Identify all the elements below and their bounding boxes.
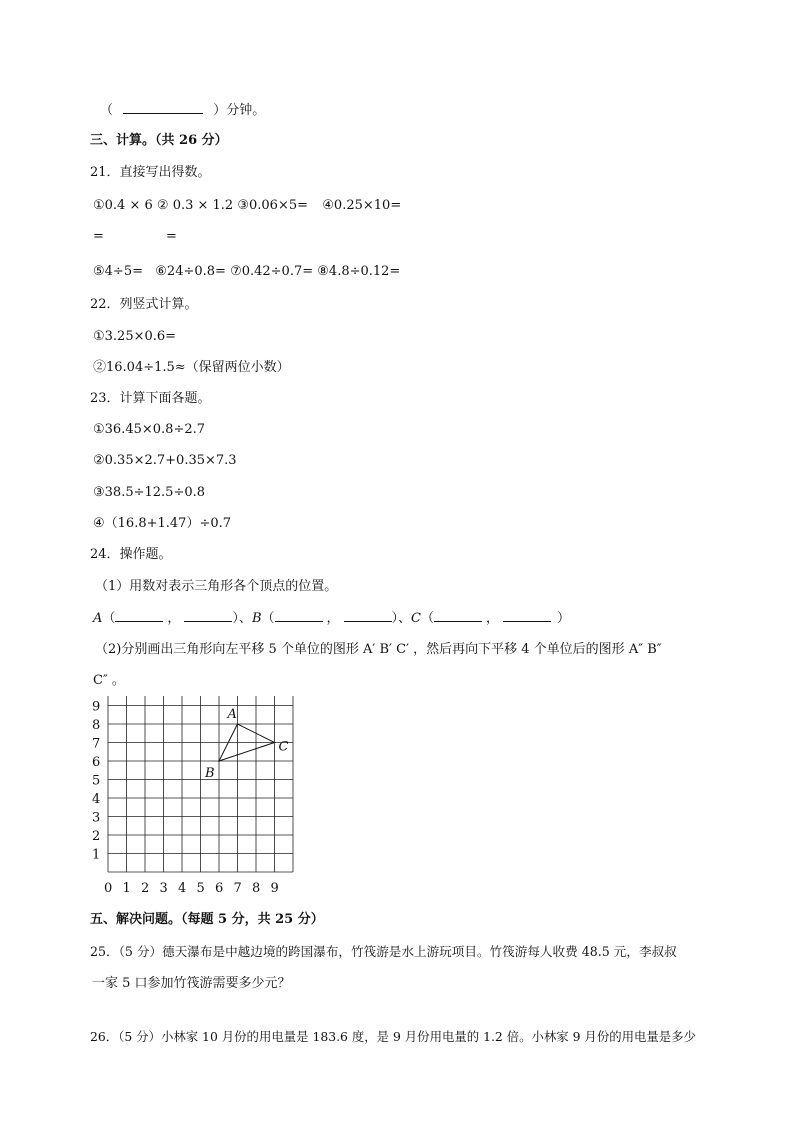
x-tick-label: 5	[196, 881, 205, 896]
y-tick-label: 8	[92, 718, 101, 733]
question-title: 23．计算下面各题。	[90, 391, 211, 406]
answer-blank[interactable]	[123, 101, 203, 114]
paren-open: （	[100, 103, 114, 118]
q24-answer-row: A（ ， ）、B（ ， ）、C（ ， ）	[93, 611, 571, 626]
answer-blank[interactable]	[184, 609, 232, 622]
y-tick-label: 5	[92, 773, 101, 789]
q21-item: ⑧4.8÷0.12=	[317, 264, 401, 279]
q21-item: ② 0.3 × 1.2	[156, 198, 234, 213]
q21-item: ⑦0.42÷0.7=	[230, 264, 314, 279]
y-tick-label: 7	[92, 736, 101, 752]
q24-part2-line2: C″ 。	[93, 673, 125, 688]
vertex-label-b: B	[251, 611, 262, 626]
y-tick-label: 1	[92, 847, 101, 863]
q24-part2-line1: （2)分别画出三角形向左平移 5 个单位的图形 A′ B′ C′ ，然后再向下平移 4 个单位后的图形 A″ B″	[95, 642, 662, 657]
q23-item: ②0.35×2.7+0.35×7.3	[93, 453, 237, 468]
vertex-label-b: B	[205, 766, 215, 781]
q21-item: ⑤4÷5=	[93, 264, 143, 279]
answer-blank[interactable]	[344, 609, 392, 622]
vertex-label-c: C	[278, 739, 289, 755]
q21-row1b-a: =	[93, 229, 104, 244]
answer-blank[interactable]	[275, 609, 323, 622]
section-title: 三、计算。（共 26 分）	[90, 133, 228, 148]
q21-row1b-b: =	[166, 229, 177, 244]
paren-close-text: ）分钟。	[213, 103, 266, 118]
q23-item: ④（16.8+1.47）÷0.7	[93, 516, 232, 531]
q23-item: ①36.45×0.8÷2.7	[93, 422, 206, 437]
q25-line1: 25．（5 分）德天瀑布是中越边境的跨国瀑布，竹筏游是水上游玩项目。竹筏游每人收费 48.5 元，李叔叔	[90, 944, 677, 959]
vertex-label-a: A	[227, 707, 237, 722]
question-title: 21．直接写出得数。	[90, 165, 211, 180]
question-title: 22．列竖式计算。	[90, 297, 198, 312]
y-tick-label: 3	[92, 810, 101, 826]
q21-item: ⑥24÷0.8=	[155, 264, 226, 279]
q21-item: ①0.4 × 6	[93, 198, 153, 213]
x-tick-label: 9	[270, 881, 279, 896]
coordinate-grid	[86, 696, 306, 901]
vertex-label-c: C	[411, 611, 421, 626]
x-tick-label: 2	[141, 881, 150, 896]
q26-line1: 26．（5 分）小林家 10 月份的用电量是 183.6 度，是 9 月份用电量的 1.2 倍。小林家 9 月份的用电量是多少	[90, 1029, 696, 1044]
q25-line2: 一家 5 口参加竹筏游需要多少元？	[92, 976, 291, 991]
q21-row1	[93, 197, 401, 215]
question-title: 24．操作题。	[90, 547, 172, 562]
q21-row2	[93, 263, 400, 281]
y-tick-label: 9	[92, 699, 101, 715]
x-tick-label: 3	[159, 881, 168, 896]
q23-item: ③38.5÷12.5÷0.8	[93, 485, 206, 500]
x-tick-label: 1	[122, 881, 131, 896]
y-tick-label: 6	[92, 755, 101, 770]
q22-item: ①3.25×0.6=	[93, 329, 177, 344]
x-tick-label: 7	[233, 881, 242, 896]
x-tick-label: 6	[215, 881, 224, 896]
vertex-label-a: A	[93, 611, 103, 626]
x-tick-label: 8	[252, 881, 261, 896]
answer-blank[interactable]	[434, 609, 482, 622]
q22-item: ②16.04÷1.5≈（保留两位小数）	[93, 360, 290, 375]
y-tick-label: 4	[92, 792, 101, 807]
x-tick-label: 0	[104, 881, 113, 896]
q24-part1: （1）用数对表示三角形各个顶点的位置。	[95, 579, 338, 594]
answer-blank[interactable]	[503, 609, 551, 622]
q20-answer-line	[100, 101, 265, 120]
answer-blank[interactable]	[115, 609, 163, 622]
section-title: 五、解决问题。（每题 5 分，共 25 分）	[90, 912, 324, 927]
x-tick-label: 4	[178, 881, 187, 896]
q21-item: ③0.06×5=	[237, 198, 308, 213]
q21-item: ④0.25×10=	[322, 198, 402, 213]
y-tick-label: 2	[92, 829, 101, 844]
